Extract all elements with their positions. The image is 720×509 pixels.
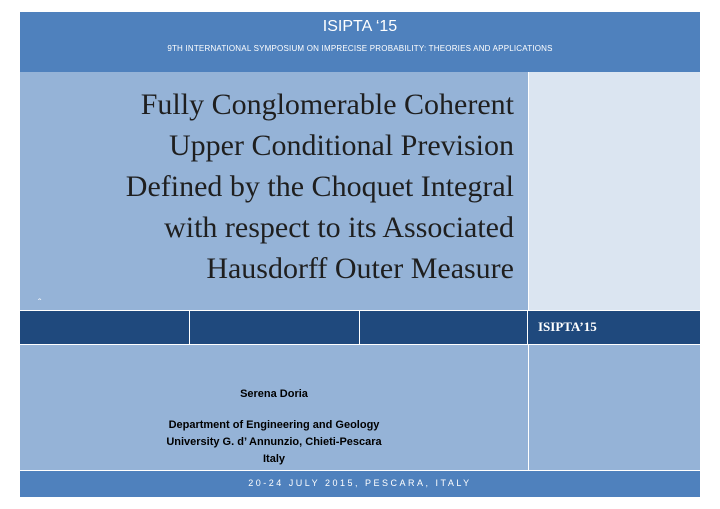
title-line: Fully Conglomerable Coherent [140, 88, 514, 121]
divider [20, 470, 700, 471]
author-university: University G. d’ Annunzio, Chieti-Pescara [166, 436, 382, 448]
divider [20, 310, 700, 311]
title-panel [20, 72, 528, 310]
band-label: ISIPTA’15 [538, 319, 597, 334]
author-name: Serena Doria [240, 388, 308, 400]
footer-date-place: 20-24 JULY 2015, PESCARA, ITALY [248, 478, 472, 488]
title-line: Defined by the Choquet Integral [125, 170, 514, 203]
footer-bar [20, 470, 700, 497]
divider [20, 344, 700, 345]
small-mark: ˆ [38, 298, 42, 309]
band-cell-3 [360, 310, 528, 344]
band-cell-2 [190, 310, 360, 344]
title-line: with respect to its Associated [164, 211, 514, 244]
slide-frame [20, 12, 700, 497]
conference-subtitle: 9TH INTERNATIONAL SYMPOSIUM ON IMPRECISE PROBABILITY: THEORIES AND APPLICATIONS [167, 44, 553, 53]
conference-name: ISIPTA ‘15 [322, 18, 398, 35]
right-top-panel [528, 72, 700, 310]
band-cell-1 [20, 310, 190, 344]
paper-title [34, 84, 514, 289]
author-panel [20, 344, 528, 470]
band-label-cell [528, 310, 700, 344]
header-bar [20, 12, 700, 72]
right-bottom-panel [528, 344, 700, 470]
author-country: Italy [262, 453, 285, 465]
title-line: Hausdorff Outer Measure [206, 252, 514, 285]
title-line: Upper Conditional Prevision [169, 129, 514, 162]
author-department: Department of Engineering and Geology [168, 419, 380, 431]
